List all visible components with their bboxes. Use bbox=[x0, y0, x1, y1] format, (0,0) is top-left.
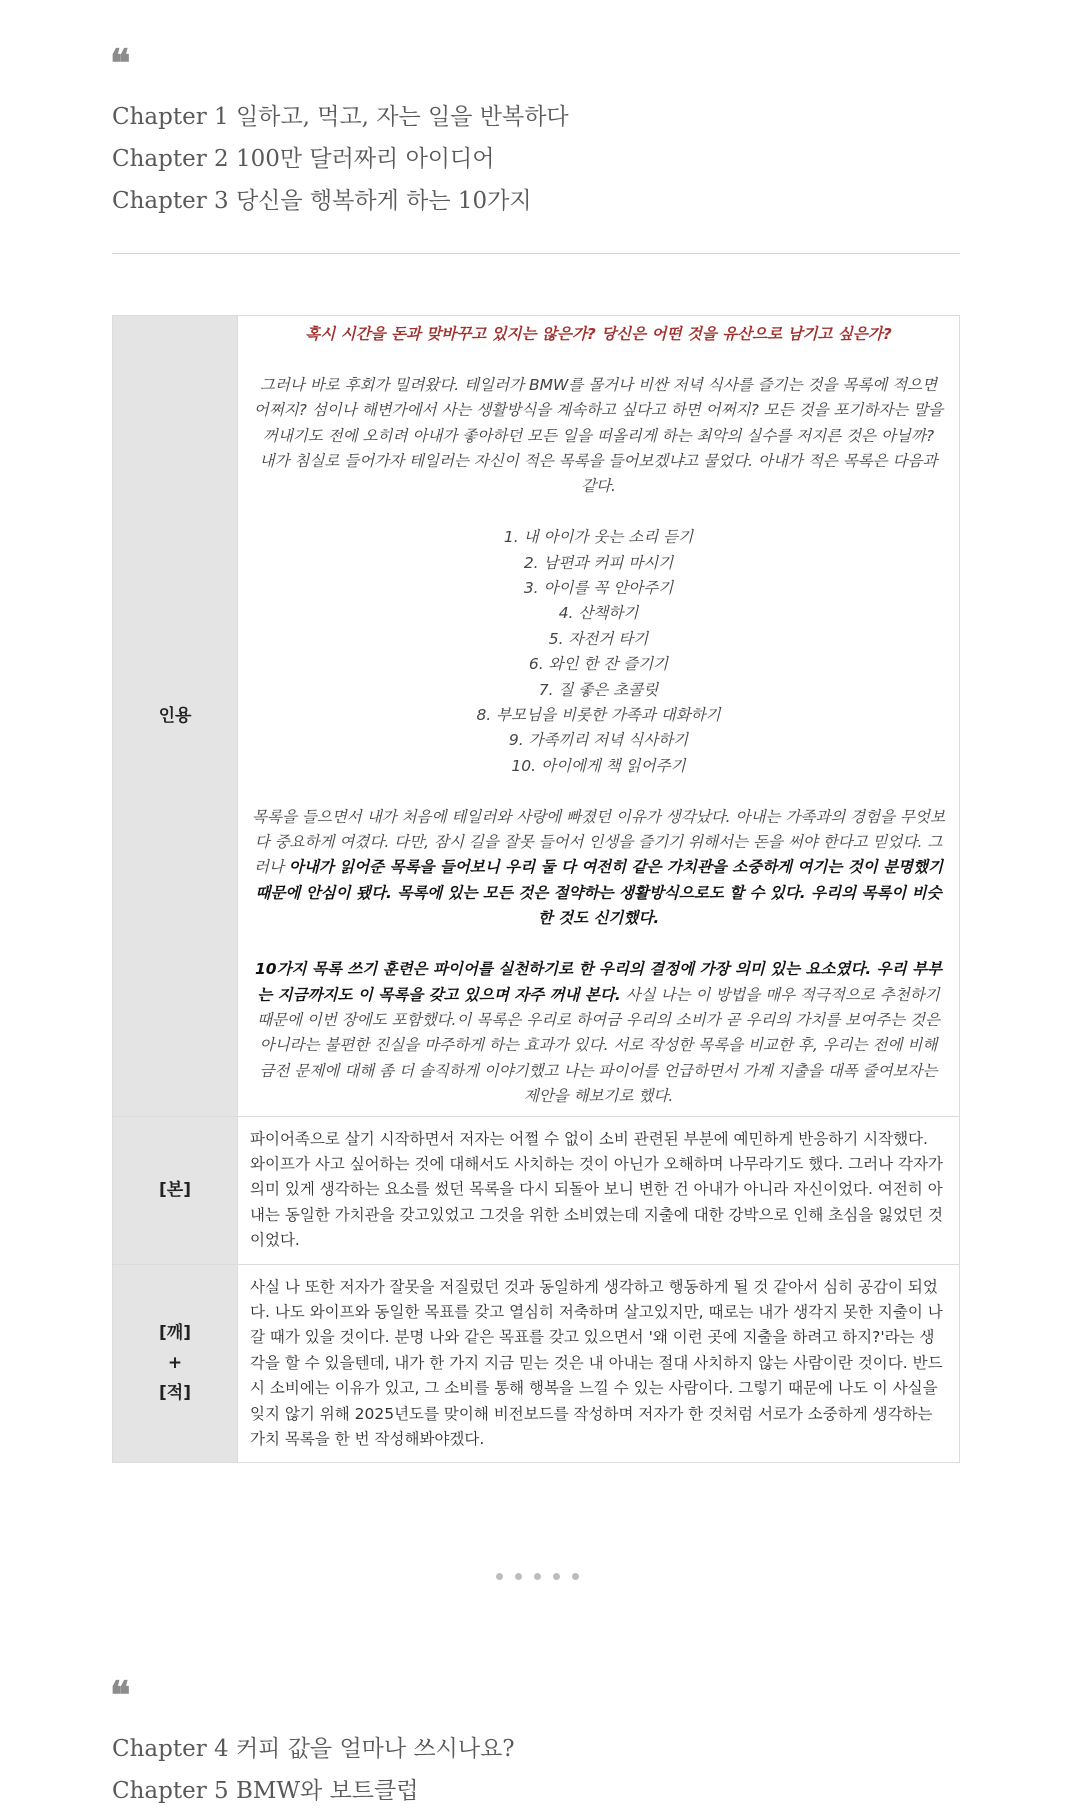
chapter-item: Chapter 1 일하고, 먹고, 자는 일을 반복하다 bbox=[112, 104, 569, 130]
summary-row bbox=[113, 1116, 960, 1264]
quote-paragraph: 내가 침실로 들어가자 테일러는 자신이 적은 목록을 들어보겠냐고 물었다. 아내가 적은 목록은 다음과 같다. bbox=[259, 452, 938, 496]
list-item: 7. 질 좋은 초콜릿 bbox=[538, 680, 659, 699]
list-item: 6. 와인 한 잔 즐기기 bbox=[528, 655, 669, 674]
label-line: [적] bbox=[159, 1383, 191, 1404]
section-separator bbox=[0, 1573, 1074, 1580]
quote-text: 사실 나는 이 방법을 매우 적극적으로 추천하기 때문에 이번 장에도 포함했다.이 목록은 우리로 하여금 우리의 소비가 곧 우리의 가치를 보여주는 것은 아니라는 불편한 진실을 마주하게 하는 효과가 있다. 서로 작성한 목록을 비교한 후, 우리는 전에 비해 금전 문제에 대해 좀 더 솔직하게 이야기했고 나는 파이어를 언급하면서 가계 지출을 대폭 줄여보자는 제안을 해보기로 했다. bbox=[257, 985, 940, 1106]
quote-paragraph bbox=[250, 957, 947, 1109]
list-item: 5. 자전거 타기 bbox=[548, 629, 649, 648]
quote-mark-icon: ❝ bbox=[110, 1672, 129, 1717]
review-table bbox=[112, 315, 960, 1463]
value-list bbox=[250, 525, 947, 779]
reflection-content: 사실 나 또한 저자가 잘못을 저질렀던 것과 동일하게 생각하고 행동하게 될 것 같아서 심히 공감이 되었다. 나도 와이프와 동일한 목표를 갖고 열심히 저축하며 살고있지만, 때로는 내가 생각지 못한 지출이 나갈 때가 있을 것이다. 분명 나와 같은 목표를 갖고 있으면서 '왜 이런 곳에 지출을 하려고 하지?'라는 생각을 할 수 있을텐데, 내가 한 가지 지금 믿는 것은 내 아내는 절대 사치하지 않는 사람이란 것이다. 반드시 소비에는 이유가 있고, 그 소비를 통해 행복을 느낄 수 있는 사람이다. 그렇기 때문에 나도 이 사실을 잊지 않기 위해 2025년도를 맞이해 비전보드를 작성하며 저자가 한 것처럼 서로가 소중하게 생각하는 가치 목록을 한 번 작성해봐야겠다. bbox=[238, 1264, 960, 1463]
dot-icon bbox=[515, 1573, 522, 1580]
quote-mark-icon: ❝ bbox=[110, 40, 129, 85]
list-item: 1. 내 아이가 웃는 소리 듣기 bbox=[503, 528, 694, 547]
quote-text: 목록을 들으면서 내가 처음에 테일러와 사랑에 빠졌던 이유가 생각났다. 아내는 가족과의 경험을 무엇보다 중요하게 여겼다. 다만, 잠시 길을 잘못 들어서 인생을 즐기기 위해서는 돈을 써야 한다고 믿었다. 그러나 bbox=[252, 807, 945, 877]
list-item: 8. 부모님을 비롯한 가족과 대화하기 bbox=[476, 706, 721, 725]
summary-content: 파이어족으로 살기 시작하면서 저자는 어쩔 수 없이 소비 관련된 부분에 예민하게 반응하기 시작했다. 와이프가 사고 싶어하는 것에 대해서도 사치하는 것이 아닌가 오해하며 나무라기도 했다. 그러나 각자가 의미 있게 생각하는 요소를 썼던 목록을 다시 되돌아 보니 변한 건 아내가 아니라 자신이었다. 여전히 아내는 동일한 가치관을 갖고있었고 그것을 위한 소비였는데 지출에 대한 강박으로 인해 초심을 잃었던 것이었다. bbox=[238, 1116, 960, 1264]
list-item: 3. 아이를 꼭 안아주기 bbox=[523, 579, 674, 598]
dot-icon bbox=[496, 1573, 503, 1580]
quote-paragraph bbox=[250, 805, 947, 932]
row-label-reflection bbox=[113, 1264, 238, 1463]
chapter-list bbox=[112, 1728, 515, 1812]
quote-paragraph: 그러나 바로 후회가 밀려왔다. 테일러가 BMW를 몰거나 비싼 저녁 식사를 즐기는 것을 목록에 적으면 어쩌지? 섬이나 해변가에서 사는 생활방식을 계속하고 싶다고 하면 어쩌지? 모든 것을 포기하자는 말을 꺼내기도 전에 오히려 아내가 좋아하던 모든 일을 떠올리게 하는 최악의 실수를 저지른 것은 아닐까? bbox=[253, 375, 944, 445]
row-label-quote: 인용 bbox=[113, 316, 238, 1117]
quote-content bbox=[238, 316, 960, 1117]
list-item: 9. 가족끼리 저녁 식사하기 bbox=[508, 731, 689, 750]
list-item: 2. 남편과 커피 마시기 bbox=[523, 553, 674, 572]
highlight-question: 혹시 시간을 돈과 맞바꾸고 있지는 않은가? 당신은 어떤 것을 유산으로 남기고 싶은가? bbox=[305, 325, 892, 343]
chapter-item: Chapter 3 당신을 행복하게 하는 10가지 bbox=[112, 188, 532, 214]
dot-icon bbox=[572, 1573, 579, 1580]
chapter-item: Chapter 4 커피 값을 얼마나 쓰시나요? bbox=[112, 1736, 515, 1762]
quote-row bbox=[113, 316, 960, 1117]
reflection-row bbox=[113, 1264, 960, 1463]
label-line: + bbox=[167, 1353, 183, 1374]
quote-bold-text: 아내가 읽어준 목록을 들어보니 우리 둘 다 여전히 같은 가치관을 소중하게 여기는 것이 분명했기 때문에 안심이 됐다. 목록에 있는 모든 것은 절약하는 생활방식으로도 할 수 있다. 우리의 목록이 비슷한 것도 신기했다. bbox=[255, 858, 943, 928]
dot-icon bbox=[553, 1573, 560, 1580]
label-line: [깨] bbox=[159, 1323, 191, 1344]
list-item: 4. 산책하기 bbox=[558, 604, 639, 623]
divider bbox=[112, 253, 960, 254]
list-item: 10. 아이에게 책 읽어주기 bbox=[511, 756, 686, 775]
dot-icon bbox=[534, 1573, 541, 1580]
chapter-item: Chapter 5 BMW와 보트클럽 bbox=[112, 1778, 419, 1804]
quote-bold-text: 10가지 목록 쓰기 훈련은 파이어를 실천하기로 한 우리의 결정에 가장 의미 있는 요소였다. 우리 부부는 지금까지도 이 목록을 갖고 있으며 자주 꺼내 본다. bbox=[255, 960, 942, 1004]
row-label-summary: [본] bbox=[113, 1116, 238, 1264]
chapter-item: Chapter 2 100만 달러짜리 아이디어 bbox=[112, 146, 495, 172]
chapter-list bbox=[112, 96, 569, 222]
